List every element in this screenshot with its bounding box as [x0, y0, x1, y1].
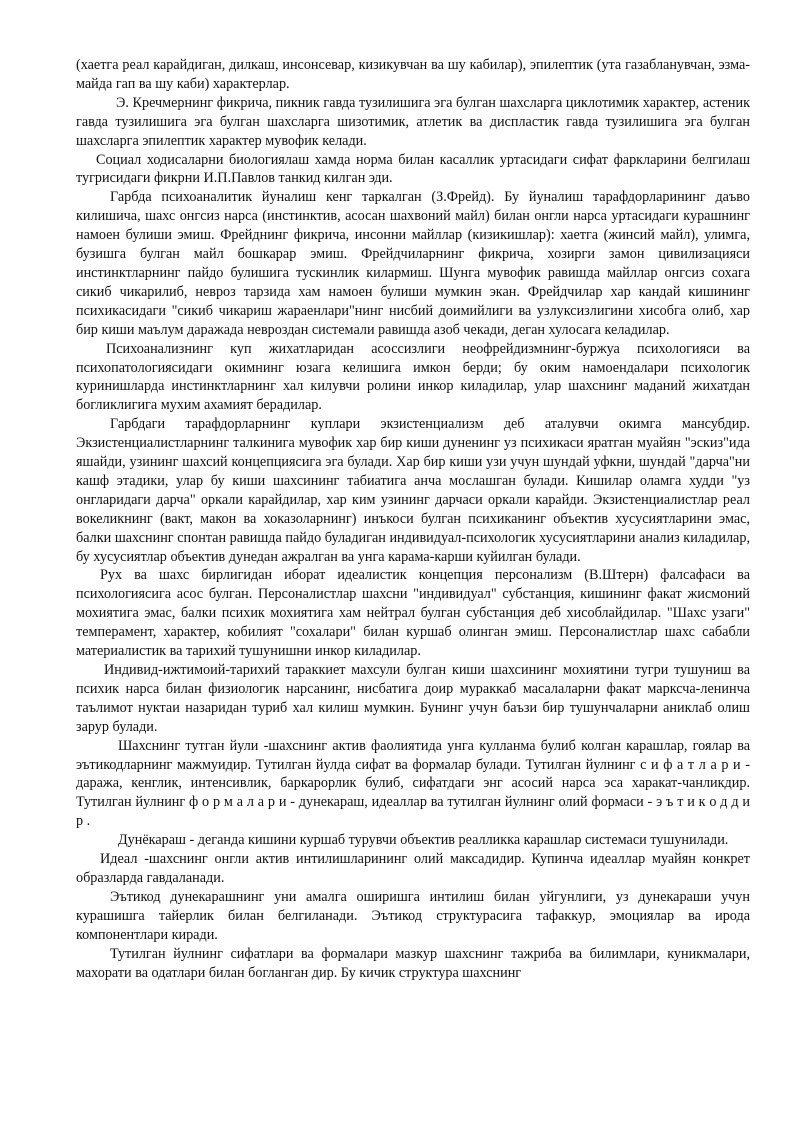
paragraph-character-types: (хаетга реал карайдиган, дилкаш, инсонсевар, кизикувчан ва шу кабилар), эпилептик (ута газабланувчан, эзма-майда гап ва шу каби) характерлар. [76, 57, 750, 92]
paragraph-neofreudianism: Психоанализнинг куп жихатларидан асоссизлиги неофрейдизмнинг-буржуа психологияси ва психопатологиясидаги окимнинг юзага келишига имкон берди; бу оким намоендалари психологик куринишларда инстинктларнинг хал килувчи ролини инкор киладилар, улар шахснинг маданий жихатдан богликлигига мухим ахамият берадилар. [76, 340, 750, 414]
paragraph-pavlov: Социал ходисаларни биологиялаш хамда норма билан касаллик уртасидаги сифат фаркларини белгилаш тугрисидаги фикрни И.П.Павлов танкид килган эди. [76, 151, 750, 187]
paragraph-individual: Индивид-ижтимоий-тарихий тараккиет махсули булган киши шахсининг мохиятини тугри тушуниш ва психик нарса билан физиологик нарсанинг, нисбатига доир мураккаб масалаларни факат марксча-ленинча таълимот нуктаи назаридан туриб хал килиш мумкин. Бунинг учун баъзи бир тушунчаларни аниклаб олиш зарур булади. [76, 662, 750, 735]
paragraph-kretschmer: Э. Кречмернинг фикрича, пикник гавда тузилишига эга булган шахсларга циклотимик характер, астеник гавда тузилишига эга булган шахсларга шизотимик, атлетик ва диспластик гавда тузилишига эга булган шахсларга эпилептик характер мувофик келади. [76, 94, 750, 149]
paragraph-qualities: Тутилган йулнинг сифатлари ва формалари мазкур шахснинг тажриба ва билимлари, куникмалари, махорати ва одатлари билан богланган дир. Бу кичик структура шахснинг [76, 945, 750, 981]
paragraph-personalism: Рух ва шахс бирлигидан иборат идеалистик концепция персонализм (В.Штерн) фалсафаси ва психологиясига асос булган. Персоналистлар шахсни "индивидуал" субстанция, кишининг факат жисмоний мохиятига эмас, балки психик мохиятига хам нейтрал булган субстанция деб хисоблайдилар. "Шахс узаги" темперамент, характер, кобилият "сохалари" билан куршаб олинган эмиш. Персоналистлар шахс сабабли материалистик ва тарихий тушунишни инкор киладилар. [76, 567, 750, 660]
document-page [76, 56, 750, 982]
paragraph-orientation: Шахснинг тутган йули -шахснинг актив фаолиятида унга кулланма булиб колган карашлар, гоялар ва эътикодларнинг мажмуидир. Тутилган йулда сифат ва формалар булади. Тутилган йулнинг с и ф а т л а р и - даража, кенглик, интенсивлик, баркарорлик булиб, сифатдаги энг асосий нарса эса харакат-чанликдир. Тутилган йулнинг ф о р м а л а р и - дунекараш, идеаллар ва тутилган йулнинг олий формаси - э ъ т и к о д д и р . [76, 737, 750, 830]
paragraph-existentialism: Гарбдаги тарафдорларнинг куплари экзистенциализм деб аталувчи окимга мансубдир. Экзистенциалистларнинг талкинига мувофик хар бир киши дуненинг уз психикаси яратган муайян "эскиз"ида яшайди, узининг шахсий концепциясига эга булади. Хар бир киши узи учун шундай уфкни, шундай "дарча"ни кашф этадики, улар бу киши шахсининг табиатига анча мослашган булади. Кишилар оламга худди "уз онгларидаги дарча" оркали карайдилар, хар ким узининг дарчаси оркали карайди. Экзистенциалистлар реал вокеликнинг (вакт, макон ва хоказоларнинг) инъкоси булган психиканинг объектив хусусиятларини эмас, балки шахснинг спонтан равишда пайдо буладиган индивидуал-психологик хусусиятларини анализ киладилар, бу хусусиятлар объектив дунедан ажралган ва унга карама-карши куйилган булади. [76, 416, 750, 565]
paragraph-belief: Эътикод дунекарашнинг уни амалга оширишга интилиш билан уйгунлиги, уз дунекараши учун курашишга тайерлик билан белгиланади. Эътикод структурасига тафаккур, эмоциялар ва ирода компонентлари киради. [76, 888, 750, 943]
paragraph-psychoanalysis: Гарбда психоаналитик йуналиш кенг таркалган (З.Фрейд). Бу йуналиш тарафдорларининг даъво килишича, шахс онгсиз нарса (инстинктив, асосан шахвоний майл) билан онгли нарса уртасидаги курашнинг намоен булиши эмиш. Фрейднинг фикрича, инсонни майллар (кизикишлар): хаетга (жинсий майл), улимга, бузишга булган майл бошкарар эмиш. Фрейдчиларнинг фикрича, хозирги замон цивилизацияси инстинктларнинг пайдо булишига тускинлик килармиш. Шунга мувофик равишда майллар онгсиз сохага сикиб чикарилиб, невроз тарзида хам намоен булиши мумкин экан. Фрейдчилар хар кандай кишининг психикасидаги "сикиб чикариш жараенлари"нинг нисбий доимийлиги ва узлуксизлигини хисобга олиб, хар бир киши маълум даражада невроздан системали равишда азоб чекади, деган хулосага келадилар. [76, 189, 750, 338]
paragraph-worldview: Дунёкараш - деганда кишини куршаб турувчи объектив реалликка карашлар системаси тушунилади. [118, 832, 729, 849]
paragraph-ideal: Идеал -шахснинг онгли актив интилишларининг олий максадидир. Купинча идеаллар муайян конкрет образларда гавдаланади. [76, 851, 750, 886]
